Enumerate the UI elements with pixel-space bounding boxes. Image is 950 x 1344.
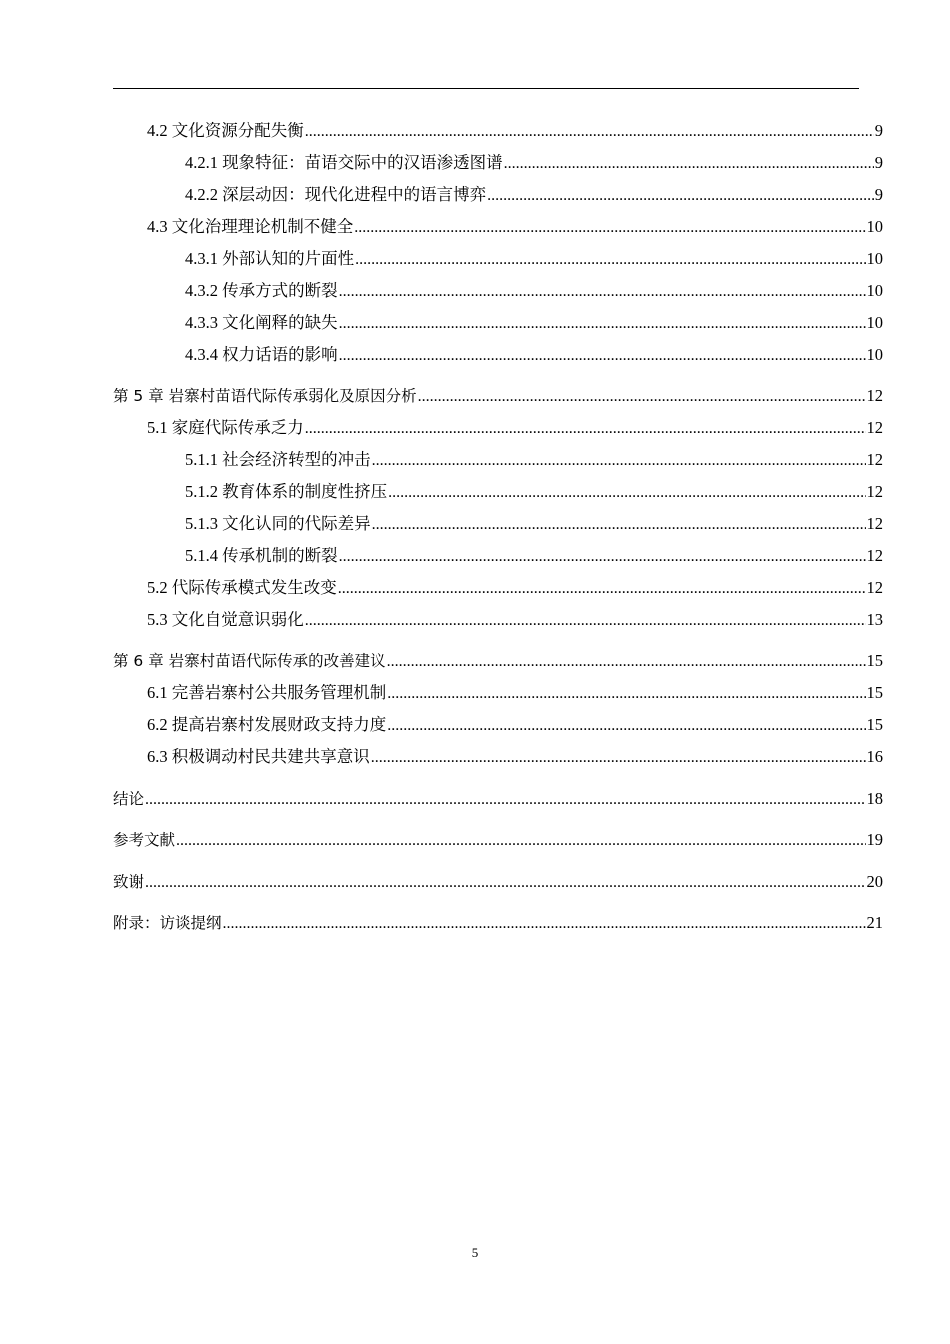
toc-dot-leader [145,871,865,894]
toc-dot-leader [223,912,866,935]
toc-page-number: 9 [874,153,883,172]
toc-entry-title: 第 6 章 岩寨村苗语代际传承的改善建议 [113,652,386,670]
toc-dot-leader [305,417,866,440]
toc-dot-leader [176,829,865,852]
toc-page-number: 10 [866,249,883,268]
toc-entry-title: 5.1.2 教育体系的制度性挤压 [185,482,388,501]
toc-page-number: 20 [866,872,883,891]
toc-entry-title: 4.3.4 权力话语的影响 [185,345,338,364]
toc-entry-title: 5.2 代际传承模式发生改变 [147,578,337,597]
toc-dot-leader [418,385,866,408]
toc-page-number: 19 [866,830,883,849]
toc-entry-title: 5.1.3 文化认同的代际差异 [185,514,371,533]
toc-entry-title: 4.3.1 外部认知的片面性 [185,249,355,268]
toc-page-number: 18 [866,789,883,808]
toc-page-number: 12 [866,578,883,597]
toc-entry-title: 4.2 文化资源分配失衡 [147,121,304,140]
toc-entry-title: 附录：访谈提纲 [113,914,222,932]
toc-page-number: 10 [866,281,883,300]
toc-dot-leader [145,788,865,811]
toc-entry-appendix[interactable] [113,912,883,935]
toc-dot-leader [372,449,866,472]
toc-page-number: 12 [866,514,883,533]
toc-entry-conclusion[interactable] [113,788,883,811]
toc-entry-title: 5.1.1 社会经济转型的冲击 [185,450,371,469]
toc-page-number: 12 [866,386,883,405]
toc-entry-title: 4.3.3 文化阐释的缺失 [185,313,338,332]
toc-page-number: 16 [866,747,883,766]
toc-entry-5-1[interactable] [147,417,883,440]
toc-entry-title: 6.3 积极调动村民共建共享意识 [147,747,370,766]
footer-page-number: 5 [471,1245,479,1260]
toc-dot-leader [305,609,866,632]
toc-dot-leader [372,513,866,536]
toc-entry-4-2[interactable] [147,120,883,143]
toc-entry-5-2[interactable] [147,577,883,600]
toc-entry-6-2[interactable] [147,714,883,737]
toc-entry-4-3[interactable] [147,216,883,239]
toc-entry-title: 第 5 章 岩寨村苗语代际传承弱化及原因分析 [113,387,417,405]
toc-page-number: 9 [874,185,883,204]
toc-page-number: 21 [866,913,883,932]
toc-dot-leader [387,650,866,673]
toc-page-number: 10 [866,345,883,364]
toc-entry-acknowledgements[interactable] [113,871,883,894]
toc-page-number: 9 [874,121,883,140]
toc-entry-4-3-1[interactable] [185,248,883,271]
toc-dot-leader [354,216,865,239]
toc-dot-leader [339,545,866,568]
toc-dot-leader [387,682,865,705]
toc-dot-leader [339,312,866,335]
toc-entry-title: 参考文献 [113,831,176,849]
toc-entry-5-1-2[interactable] [185,481,883,504]
toc-entry-6-3[interactable] [147,746,883,769]
toc-dot-leader [504,152,874,175]
toc-entry-title: 4.3 文化治理理论机制不健全 [147,217,354,236]
toc-entry-5-1-4[interactable] [185,545,883,568]
toc-entry-title: 5.3 文化自觉意识弱化 [147,610,304,629]
toc-page-number: 10 [866,217,883,236]
toc-entry-title: 6.1 完善岩寨村公共服务管理机制 [147,683,387,702]
toc-entry-4-2-1[interactable] [185,152,883,175]
toc-entry-5-1-1[interactable] [185,449,883,472]
toc-page-number: 12 [866,450,883,469]
toc-entry-4-3-3[interactable] [185,312,883,335]
toc-dot-leader [338,577,866,600]
toc-page-number: 12 [866,482,883,501]
toc-entry-4-3-2[interactable] [185,280,883,303]
toc-dot-leader [339,344,866,367]
toc-dot-leader [387,714,865,737]
toc-entry-4-2-2[interactable] [185,184,883,207]
toc-entry-4-3-4[interactable] [185,344,883,367]
toc-entry-5-1-3[interactable] [185,513,883,536]
toc-entry-title: 致谢 [113,873,145,891]
toc-dot-leader [305,120,874,143]
toc-entry-title: 4.2.2 深层动因：现代化进程中的语言博弈 [185,185,487,204]
toc-page-number: 15 [866,651,883,670]
toc-entry-references[interactable] [113,829,883,852]
toc-page-number: 10 [866,313,883,332]
toc-dot-leader [388,481,865,504]
toc-page-number: 15 [866,715,883,734]
toc-entry-title: 4.3.2 传承方式的断裂 [185,281,338,300]
toc-entry-5-3[interactable] [147,609,883,632]
toc-entry-title: 5.1 家庭代际传承乏力 [147,418,304,437]
toc-dot-leader [355,248,865,271]
toc-entry-title: 结论 [113,790,145,808]
toc-dot-leader [339,280,866,303]
toc-entry-chapter-6[interactable] [113,650,883,673]
toc-dot-leader [487,184,874,207]
toc-entry-6-1[interactable] [147,682,883,705]
toc-page-number: 15 [866,683,883,702]
toc-page-number: 12 [866,418,883,437]
toc-page-number: 13 [866,610,883,629]
toc-entry-title: 4.2.1 现象特征：苗语交际中的汉语渗透图谱 [185,153,503,172]
toc-entry-title: 5.1.4 传承机制的断裂 [185,546,338,565]
toc-entry-title: 6.2 提高岩寨村发展财政支持力度 [147,715,387,734]
toc-page-number: 12 [866,546,883,565]
toc-entry-chapter-5[interactable] [113,385,883,408]
toc-dot-leader [371,746,866,769]
